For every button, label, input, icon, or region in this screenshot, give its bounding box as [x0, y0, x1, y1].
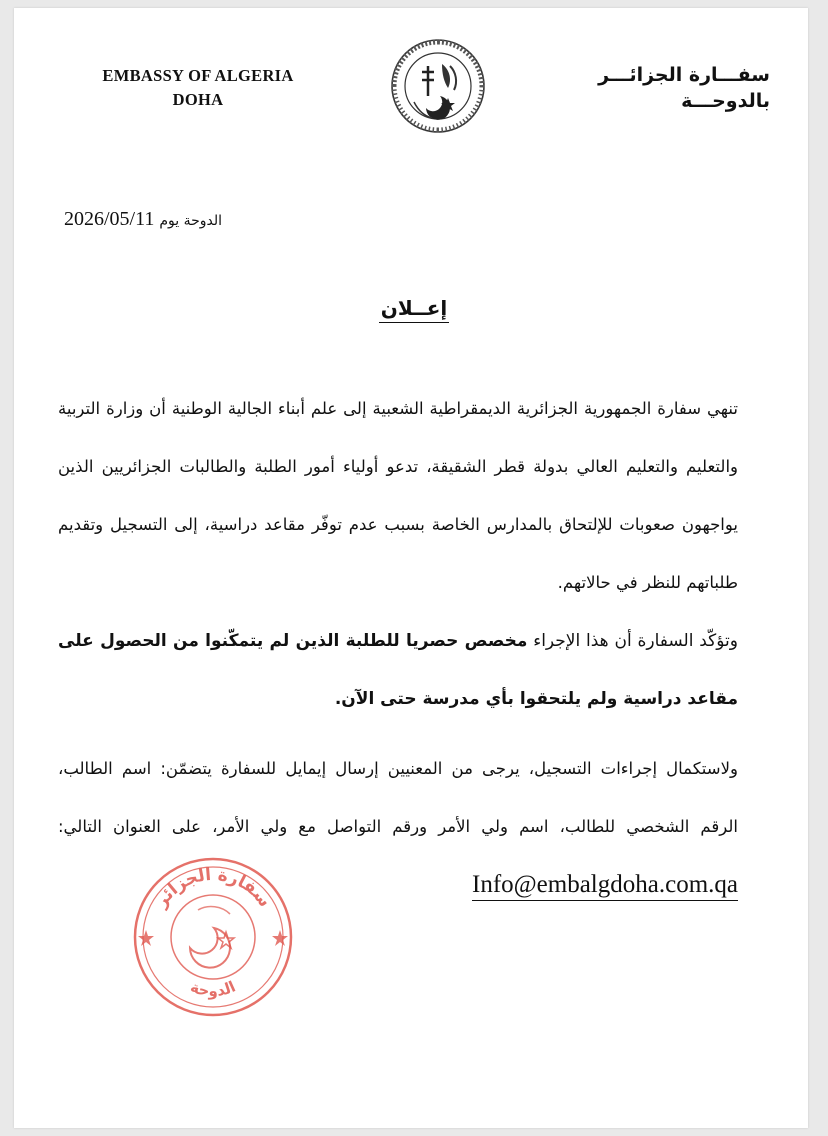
announcement-title: إعــلان — [379, 296, 449, 323]
address-label: على العنوان التالي: — [58, 817, 201, 836]
embassy-name-english — [86, 64, 310, 112]
paragraph-eligibility-emphasis: مخصص حصريا للطلبة الذين لم يتمكّنوا من الحصول على مقاعد دراسية ولم يلتحقوا بأي مدرسة حتى الآن. — [58, 631, 738, 709]
algeria-emblem-icon — [388, 36, 488, 136]
paragraph-eligibility — [58, 612, 738, 728]
paragraph-registration-text: ولاستكمال إجراءات التسجيل، يرجى من المعنيين إرسال إيمايل للسفارة يتضمّن: اسم الطالب، الرقم الشخصي للطالب، اسم ولي الأمر ورقم التواصل مع ولي الأمر، — [58, 759, 738, 836]
svg-text:الدوحة — [188, 977, 238, 999]
document-date — [64, 208, 314, 231]
embassy-name-arabic-line2: بالدوحـــة — [681, 90, 770, 112]
paragraph-intro: تنهي سفارة الجمهورية الجزائرية الديمقراطية الشعبية إلى علم أبناء الجالية الوطنية أن وزارة التربية والتعليم والتعليم العالي بدولة قطر الشقيقة، تدعو أولياء أمور الطلبة والطالبات الجزائريين الذين يواجهون صعوبات للإلتحاق بالمدارس الخاصة بسبب عدم توفّر مقاعد دراسية، إلى التسجيل وتقديم طلباتهم للنظر في حالاتهم. — [58, 399, 738, 592]
embassy-name-english-line1: EMBASSY OF ALGERIA — [102, 66, 294, 85]
date-value: 2026/05/11 — [64, 208, 155, 230]
stamp-bottom-text: الدوحة — [187, 977, 239, 1000]
embassy-name-arabic-line1: سفـــارة الجزائـــر — [598, 64, 770, 86]
stamp-top-text: سفارة الجزائر — [151, 864, 275, 912]
embassy-name-arabic — [598, 62, 770, 114]
date-label: الدوحة يوم — [159, 213, 223, 229]
paragraph-eligibility-lead: وتؤكّد السفارة أن هذا الإجراء — [533, 631, 738, 651]
announcement-title-wrapper — [0, 296, 828, 320]
embassy-stamp-icon — [128, 852, 298, 1022]
contact-email-link[interactable]: Info@embalgdoha.com.qa — [472, 871, 738, 901]
embassy-name-english-line2: DOHA — [172, 90, 224, 109]
